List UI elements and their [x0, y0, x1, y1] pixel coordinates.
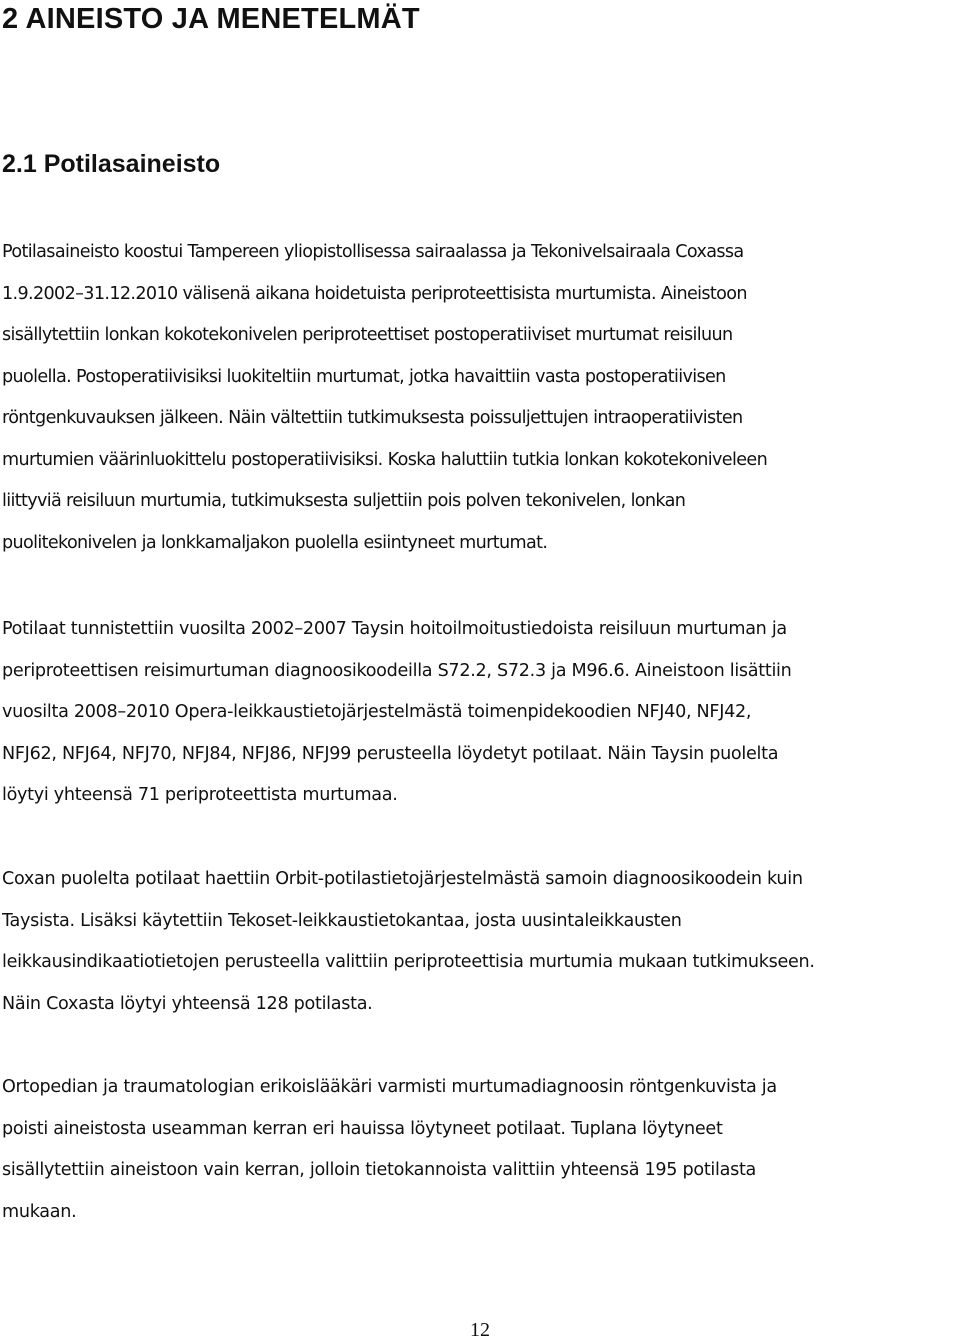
section-heading: 2.1 Potilasaineisto	[2, 150, 221, 178]
chapter-heading: 2 AINEISTO JA MENETELMÄT	[2, 3, 420, 35]
paragraph-coxa-patients: Coxan puolelta potilaat haettiin Orbit-potilastietojärjestelmästä samoin diagnoosikoodein kuin Taysista. Lisäksi käytettiin Tekoset-leikkaustietokantaa, josta uusintaleikkausten leikkausindikaatiotietojen perusteella valittiin periproteettisia murtumia mukaan tutkimukseen. Näin Coxasta löytyi yhteensä 128 potilasta.	[2, 869, 815, 1014]
paragraph-tays-patients: Potilaat tunnistettiin vuosilta 2002–2007 Taysin hoitoilmoitustiedoista reisiluun murtuman ja periproteettisen reisimurtuman diagnoosikoodeilla S72.2, S72.3 ja M96.6. Aineistoon lisättiin vuosilta 2008–2010 Opera-leikkaustietojärjestelmästä toimenpidekoodien NFJ40, NFJ42, NFJ62, NFJ64, NFJ70, NFJ84, NFJ86, NFJ99 perusteella löydetyt potilaat. Näin Taysin puolelta löytyi yhteensä 71 periproteettista murtumaa.	[2, 619, 792, 805]
page-number: 12	[470, 1319, 490, 1341]
paragraph-data-sources: Potilasaineisto koostui Tampereen yliopistollisessa sairaalassa ja Tekonivelsairaala Coxassa 1.9.2002–31.12.2010 välisenä aikana hoidetuista periproteettisista murtumista. Aineistoon sisällytettiin lonkan kokotekonivelen periproteettiset postoperatiiviset murtumat reisiluun puolella. Postoperatiivisiksi luokiteltiin murtumat, jotka havaittiin vasta postoperatiivisen röntgenkuvauksen jälkeen. Näin vältettiin tutkimuksesta poissuljettujen intraoperatiivisten murtumien väärinluokittelu postoperatiivisiksi. Koska haluttiin tutkia lonkan kokotekoniveleen liittyviä reisiluun murtumia, tutkimuksesta suljettiin pois polven tekonivelen, lonkan puolitekonivelen ja lonkkamaljakon puolella esiintyneet murtumat.	[2, 242, 768, 553]
paragraph-verification: Ortopedian ja traumatologian erikoislääkäri varmisti murtumadiagnoosin röntgenkuvista ja poisti aineistosta useamman kerran eri hauissa löytyneet potilaat. Tuplana löytyneet sisällytettiin aineistoon vain kerran, jolloin tietokannoista valittiin yhteensä 195 potilasta mukaan.	[2, 1077, 777, 1222]
